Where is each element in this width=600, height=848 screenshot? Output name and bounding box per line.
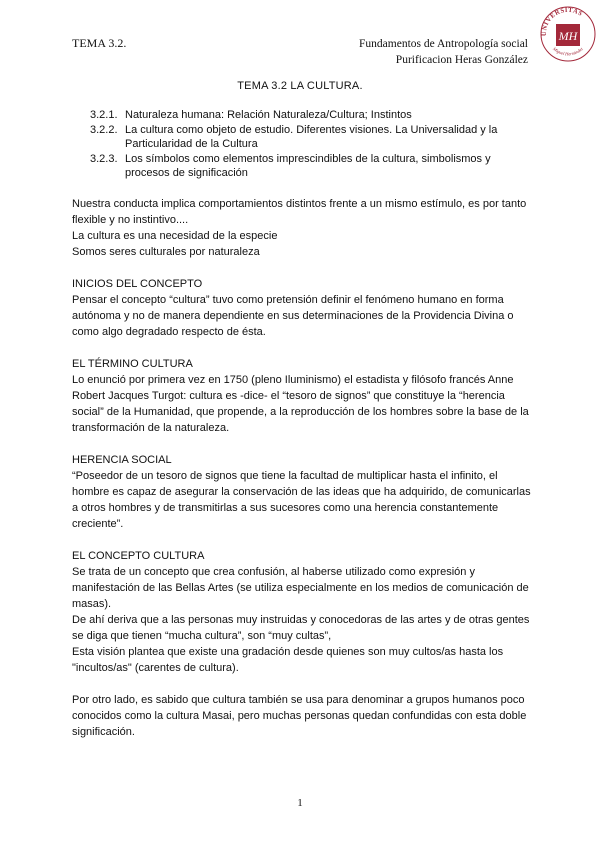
section-heading: EL TÉRMINO CULTURA bbox=[72, 358, 193, 370]
section-text: Lo enunció por primera vez en 1750 (pleno Iluminismo) el estadista y filósofo francés Anne Robert Jacques Turgot: cultura es -dice- el “tesoro de signos” que constituye la “herencia social” de la Humanidad, que propende, a la reproducción de los hombres sobre la base de la transformación de la naturaleza. bbox=[72, 374, 529, 434]
document-title: TEMA 3.2 LA CULTURA. bbox=[237, 80, 363, 92]
header-course-title: Fundamentos de Antropología social bbox=[359, 38, 528, 50]
seal-text-top: UNIVERSITAS bbox=[540, 6, 584, 37]
header-course bbox=[359, 36, 528, 68]
toc-item-text: Los símbolos como elementos imprescindibles de la cultura, simbolismos y procesos de significación bbox=[125, 153, 491, 179]
seal-monogram: MH bbox=[558, 29, 578, 43]
university-seal-logo bbox=[536, 2, 598, 64]
section-text: Se trata de un concepto que crea confusión, al haberse utilizado como expresión y manifestación de las Bellas Artes (se utiliza especialmente en los medios de comunicación de masas). bbox=[72, 566, 529, 610]
intro-line: Nuestra conducta implica comportamientos distintos frente a un mismo estímulo, es por tanto flexible y no instintivo.... bbox=[72, 198, 527, 226]
toc-item bbox=[90, 152, 530, 180]
section-text: “Poseedor de un tesoro de signos que tiene la facultad de multiplicar hasta el infinito, el hombre es capaz de asegurar la conservación de las ideas que ha adquirido, de comunicarlas a otros hombres y de transmitirlas a sus sucesores como una herencia constantemente creciente”. bbox=[72, 470, 531, 530]
section-heading: HERENCIA SOCIAL bbox=[72, 454, 172, 466]
header-author: Purificacion Heras González bbox=[395, 54, 528, 66]
toc-item-number: 3.2.1. bbox=[90, 109, 118, 121]
seal-text-bottom: Miguel Hernández bbox=[552, 46, 584, 57]
section-heading: INICIOS DEL CONCEPTO bbox=[72, 278, 203, 290]
section-text: Esta visión plantea que existe una gradación desde quienes son muy cultos/as hasta los "incultos/as" (carentes de cultura). bbox=[72, 646, 504, 674]
section-concepto bbox=[72, 548, 532, 676]
intro-paragraph bbox=[72, 196, 532, 260]
toc-item-number: 3.2.3. bbox=[90, 153, 118, 165]
section-heading: EL CONCEPTO CULTURA bbox=[72, 550, 205, 562]
table-of-contents bbox=[90, 108, 530, 181]
page-number: 1 bbox=[297, 797, 303, 809]
toc-item-number: 3.2.2. bbox=[90, 124, 118, 136]
intro-line: La cultura es una necesidad de la especie bbox=[72, 230, 278, 242]
document-body bbox=[72, 196, 532, 756]
section-text: De ahí deriva que a las personas muy instruidas y conocedoras de las artes y de otras gentes se diga que tienen “mucha cultura”, son “muy cultas”, bbox=[72, 614, 530, 642]
section-text: Por otro lado, es sabido que cultura también se usa para denominar a grupos humanos poco conocidos como la cultura Masai, pero muchas personas quedan confundidas con esta doble significación. bbox=[72, 694, 527, 738]
section-text: Pensar el concepto “cultura” tuvo como pretensión definir el fenómeno humano en forma autónoma y no de manera dependiente en sus determinaciones de la Providencia Divina o como algo degradado respecto de ésta. bbox=[72, 294, 514, 338]
section-herencia bbox=[72, 452, 532, 532]
toc-item-text: Naturaleza humana: Relación Naturaleza/Cultura; Instintos bbox=[125, 109, 412, 121]
section-otro-lado bbox=[72, 692, 532, 740]
toc-item bbox=[90, 123, 530, 151]
intro-line: Somos seres culturales por naturaleza bbox=[72, 246, 260, 258]
section-inicios bbox=[72, 276, 532, 340]
header-topic: TEMA 3.2. bbox=[72, 36, 127, 50]
section-termino bbox=[72, 356, 532, 436]
toc-item-text: La cultura como objeto de estudio. Diferentes visiones. La Universalidad y la Particularidad de la Cultura bbox=[125, 124, 498, 150]
toc-item bbox=[90, 108, 530, 122]
